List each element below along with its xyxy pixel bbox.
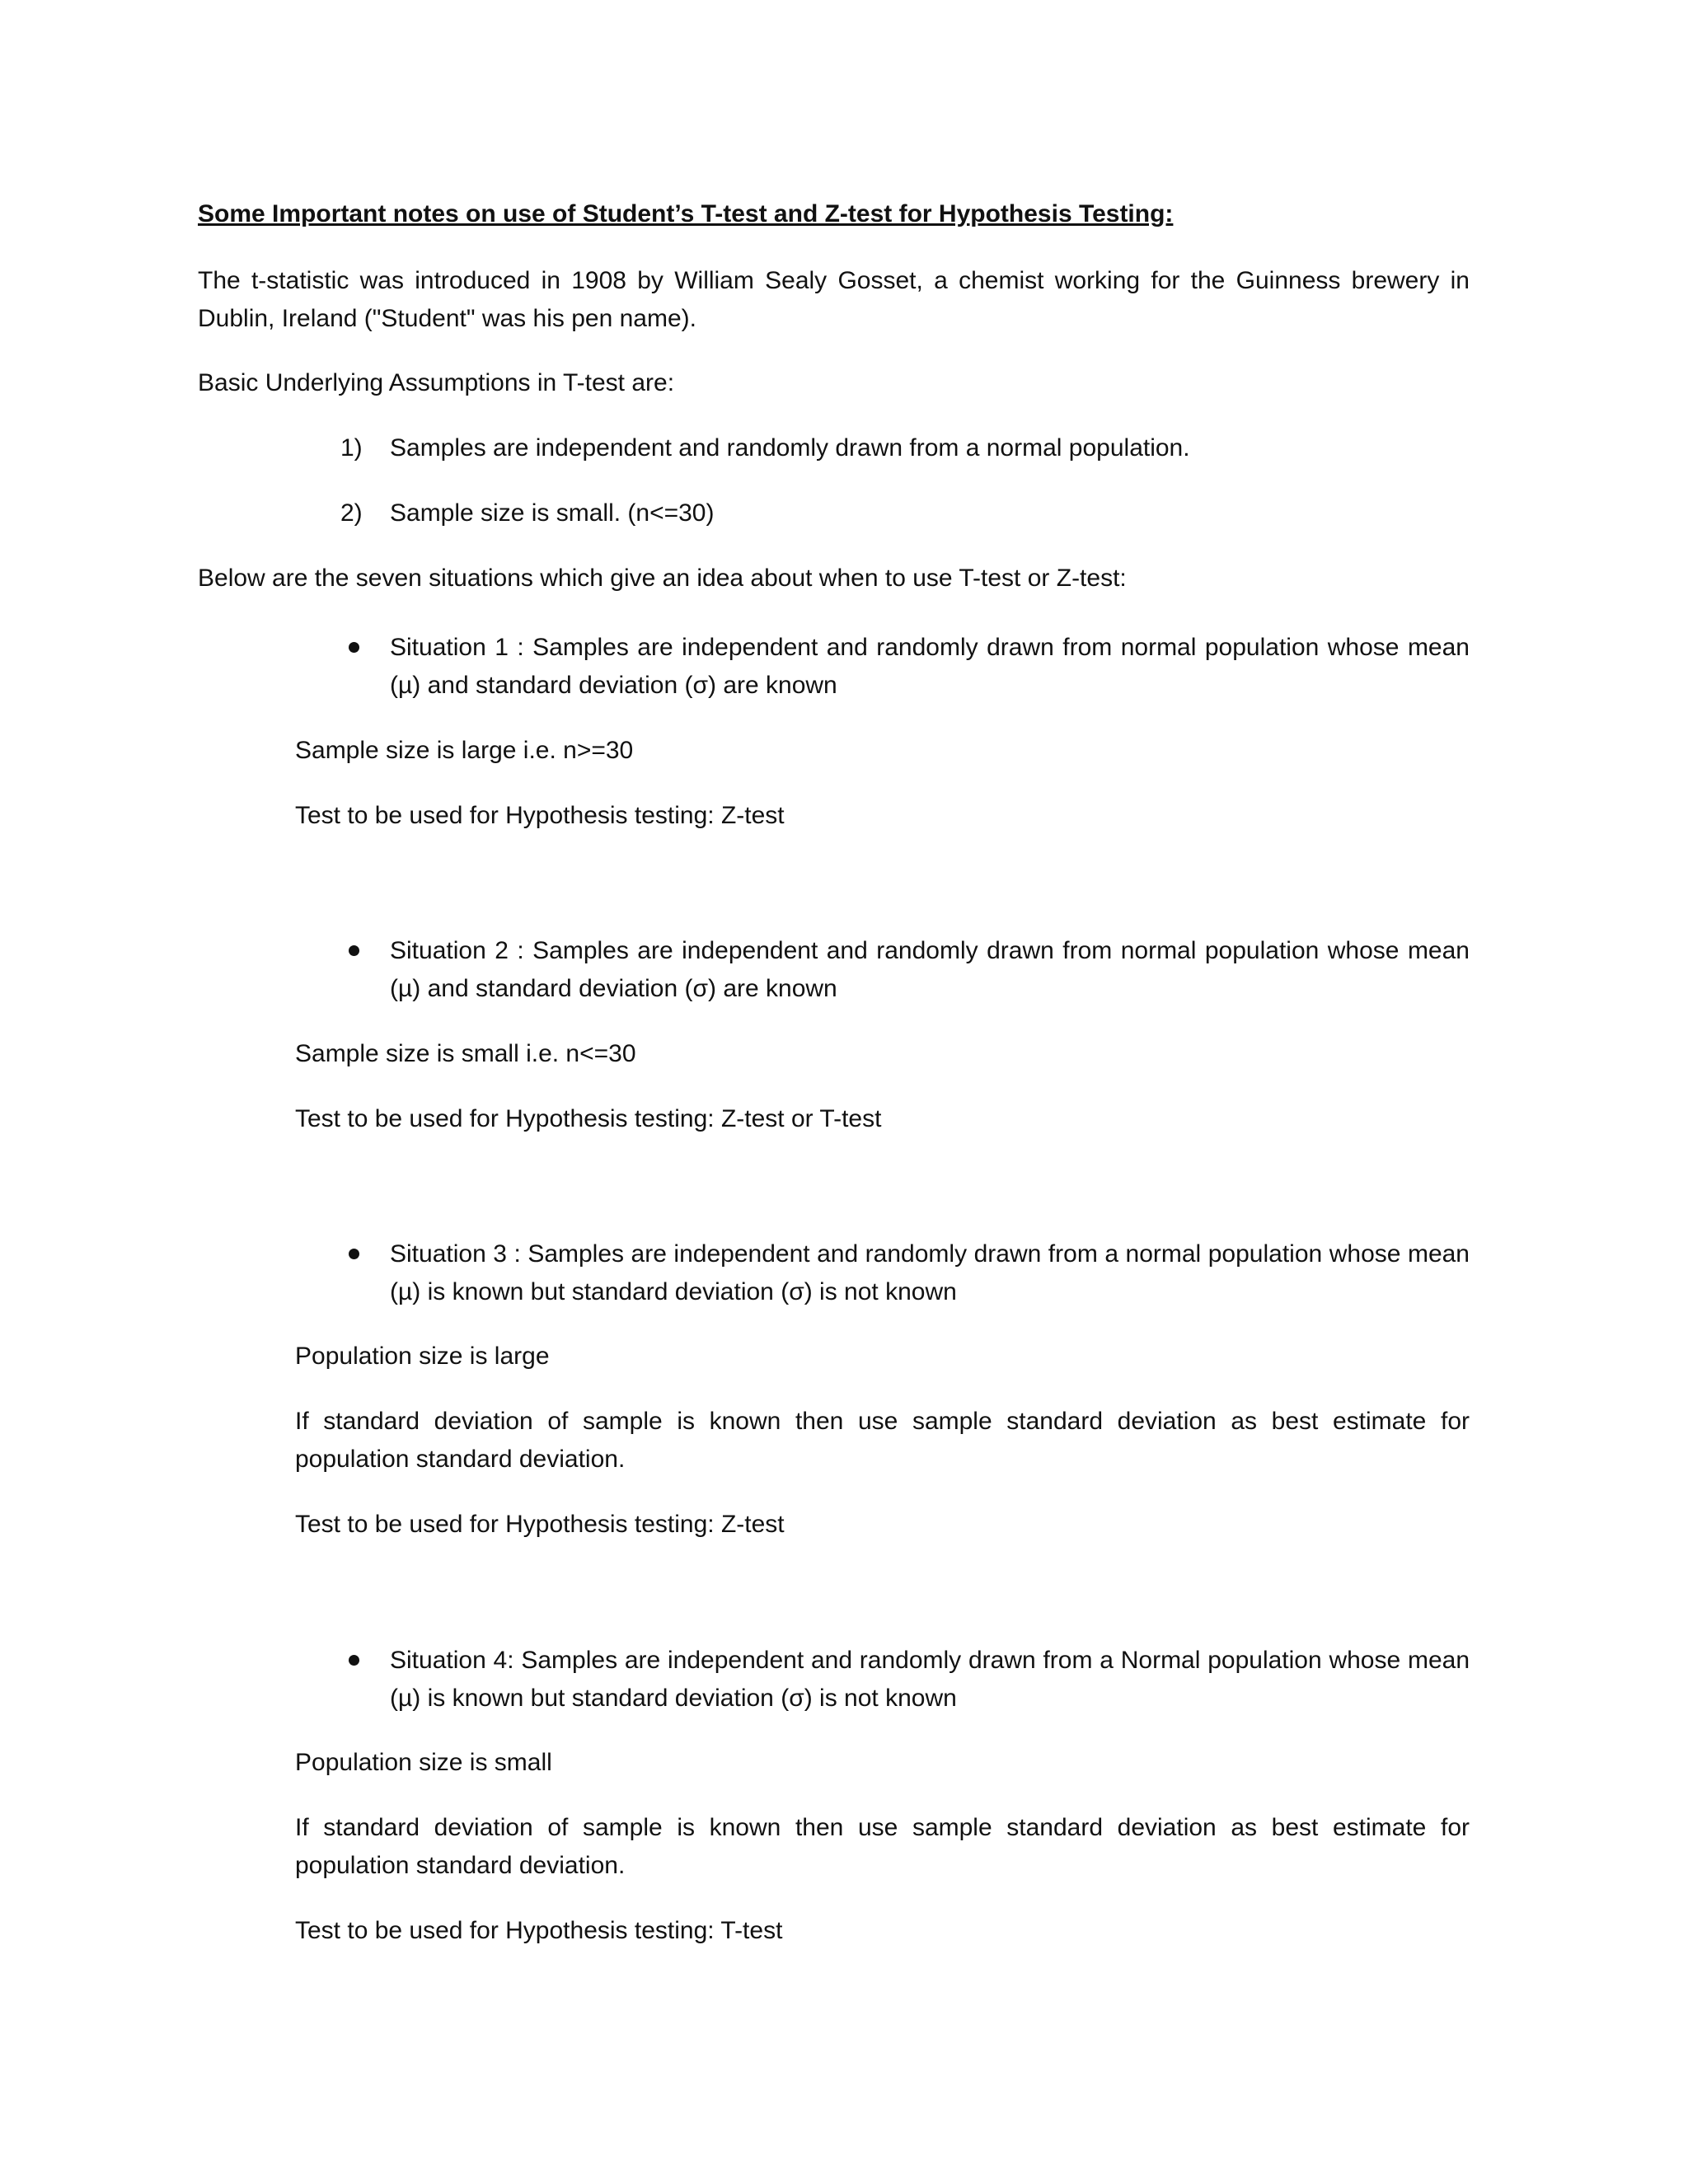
assumption-number: 2) — [340, 499, 363, 527]
document-title: Some Important notes on use of Student’s T-test and Z-test for Hypothesis Testing: — [198, 200, 1174, 227]
bullet-icon — [349, 642, 359, 653]
situation-3-line-3: Test to be used for Hypothesis testing: Z-test — [295, 1511, 785, 1538]
situation-4-line-1: Population size is small — [295, 1749, 552, 1776]
assumptions-heading: Basic Underlying Assumptions in T-test are: — [198, 369, 675, 396]
bullet-icon — [349, 1655, 359, 1666]
situation-4-line-3: Test to be used for Hypothesis testing: T-test — [295, 1917, 783, 1944]
situation-2-line-2: Test to be used for Hypothesis testing: Z-test or T-test — [295, 1105, 882, 1132]
assumption-number: 1) — [340, 434, 363, 462]
situation-4-line-2: If standard deviation of sample is known then use sample standard deviation as best estimate for population standard deviation. — [295, 1814, 1470, 1879]
situation-1-line-2: Test to be used for Hypothesis testing: Z-test — [295, 802, 785, 829]
situation-text: Situation 3 : Samples are independent and randomly drawn from a normal population whose mean (µ) is known but standard deviation (σ) is not known — [390, 1240, 1470, 1305]
assumption-text: Samples are independent and randomly drawn from a normal population. — [390, 434, 1190, 462]
situation-2-line-1: Sample size is small i.e. n<=30 — [295, 1040, 636, 1067]
situations-heading: Below are the seven situations which give an idea about when to use T-test or Z-test: — [198, 565, 1127, 592]
intro-paragraph: The t-statistic was introduced in 1908 by William Sealy Gosset, a chemist working for the Guinness brewery in Dublin, Ireland ("Student" was his pen name). — [198, 267, 1470, 332]
situation-3-line-1: Population size is large — [295, 1343, 550, 1370]
bullet-icon — [349, 1249, 359, 1259]
situation-text: Situation 4: Samples are independent and randomly drawn from a Normal population whose mean (µ) is known but standard deviation (σ) is not known — [390, 1647, 1470, 1712]
assumption-text: Sample size is small. (n<=30) — [390, 499, 715, 527]
situation-text: Situation 1 : Samples are independent and randomly drawn from normal population whose mean (µ) and standard deviation (σ) are known — [390, 634, 1470, 699]
situation-1-line-1: Sample size is large i.e. n>=30 — [295, 737, 634, 764]
bullet-icon — [349, 945, 359, 956]
situation-3-line-2: If standard deviation of sample is known then use sample standard deviation as best estimate for population standard deviation. — [295, 1408, 1470, 1473]
situation-text: Situation 2 : Samples are independent and randomly drawn from normal population whose mean (µ) and standard deviation (σ) are known — [390, 937, 1470, 1002]
